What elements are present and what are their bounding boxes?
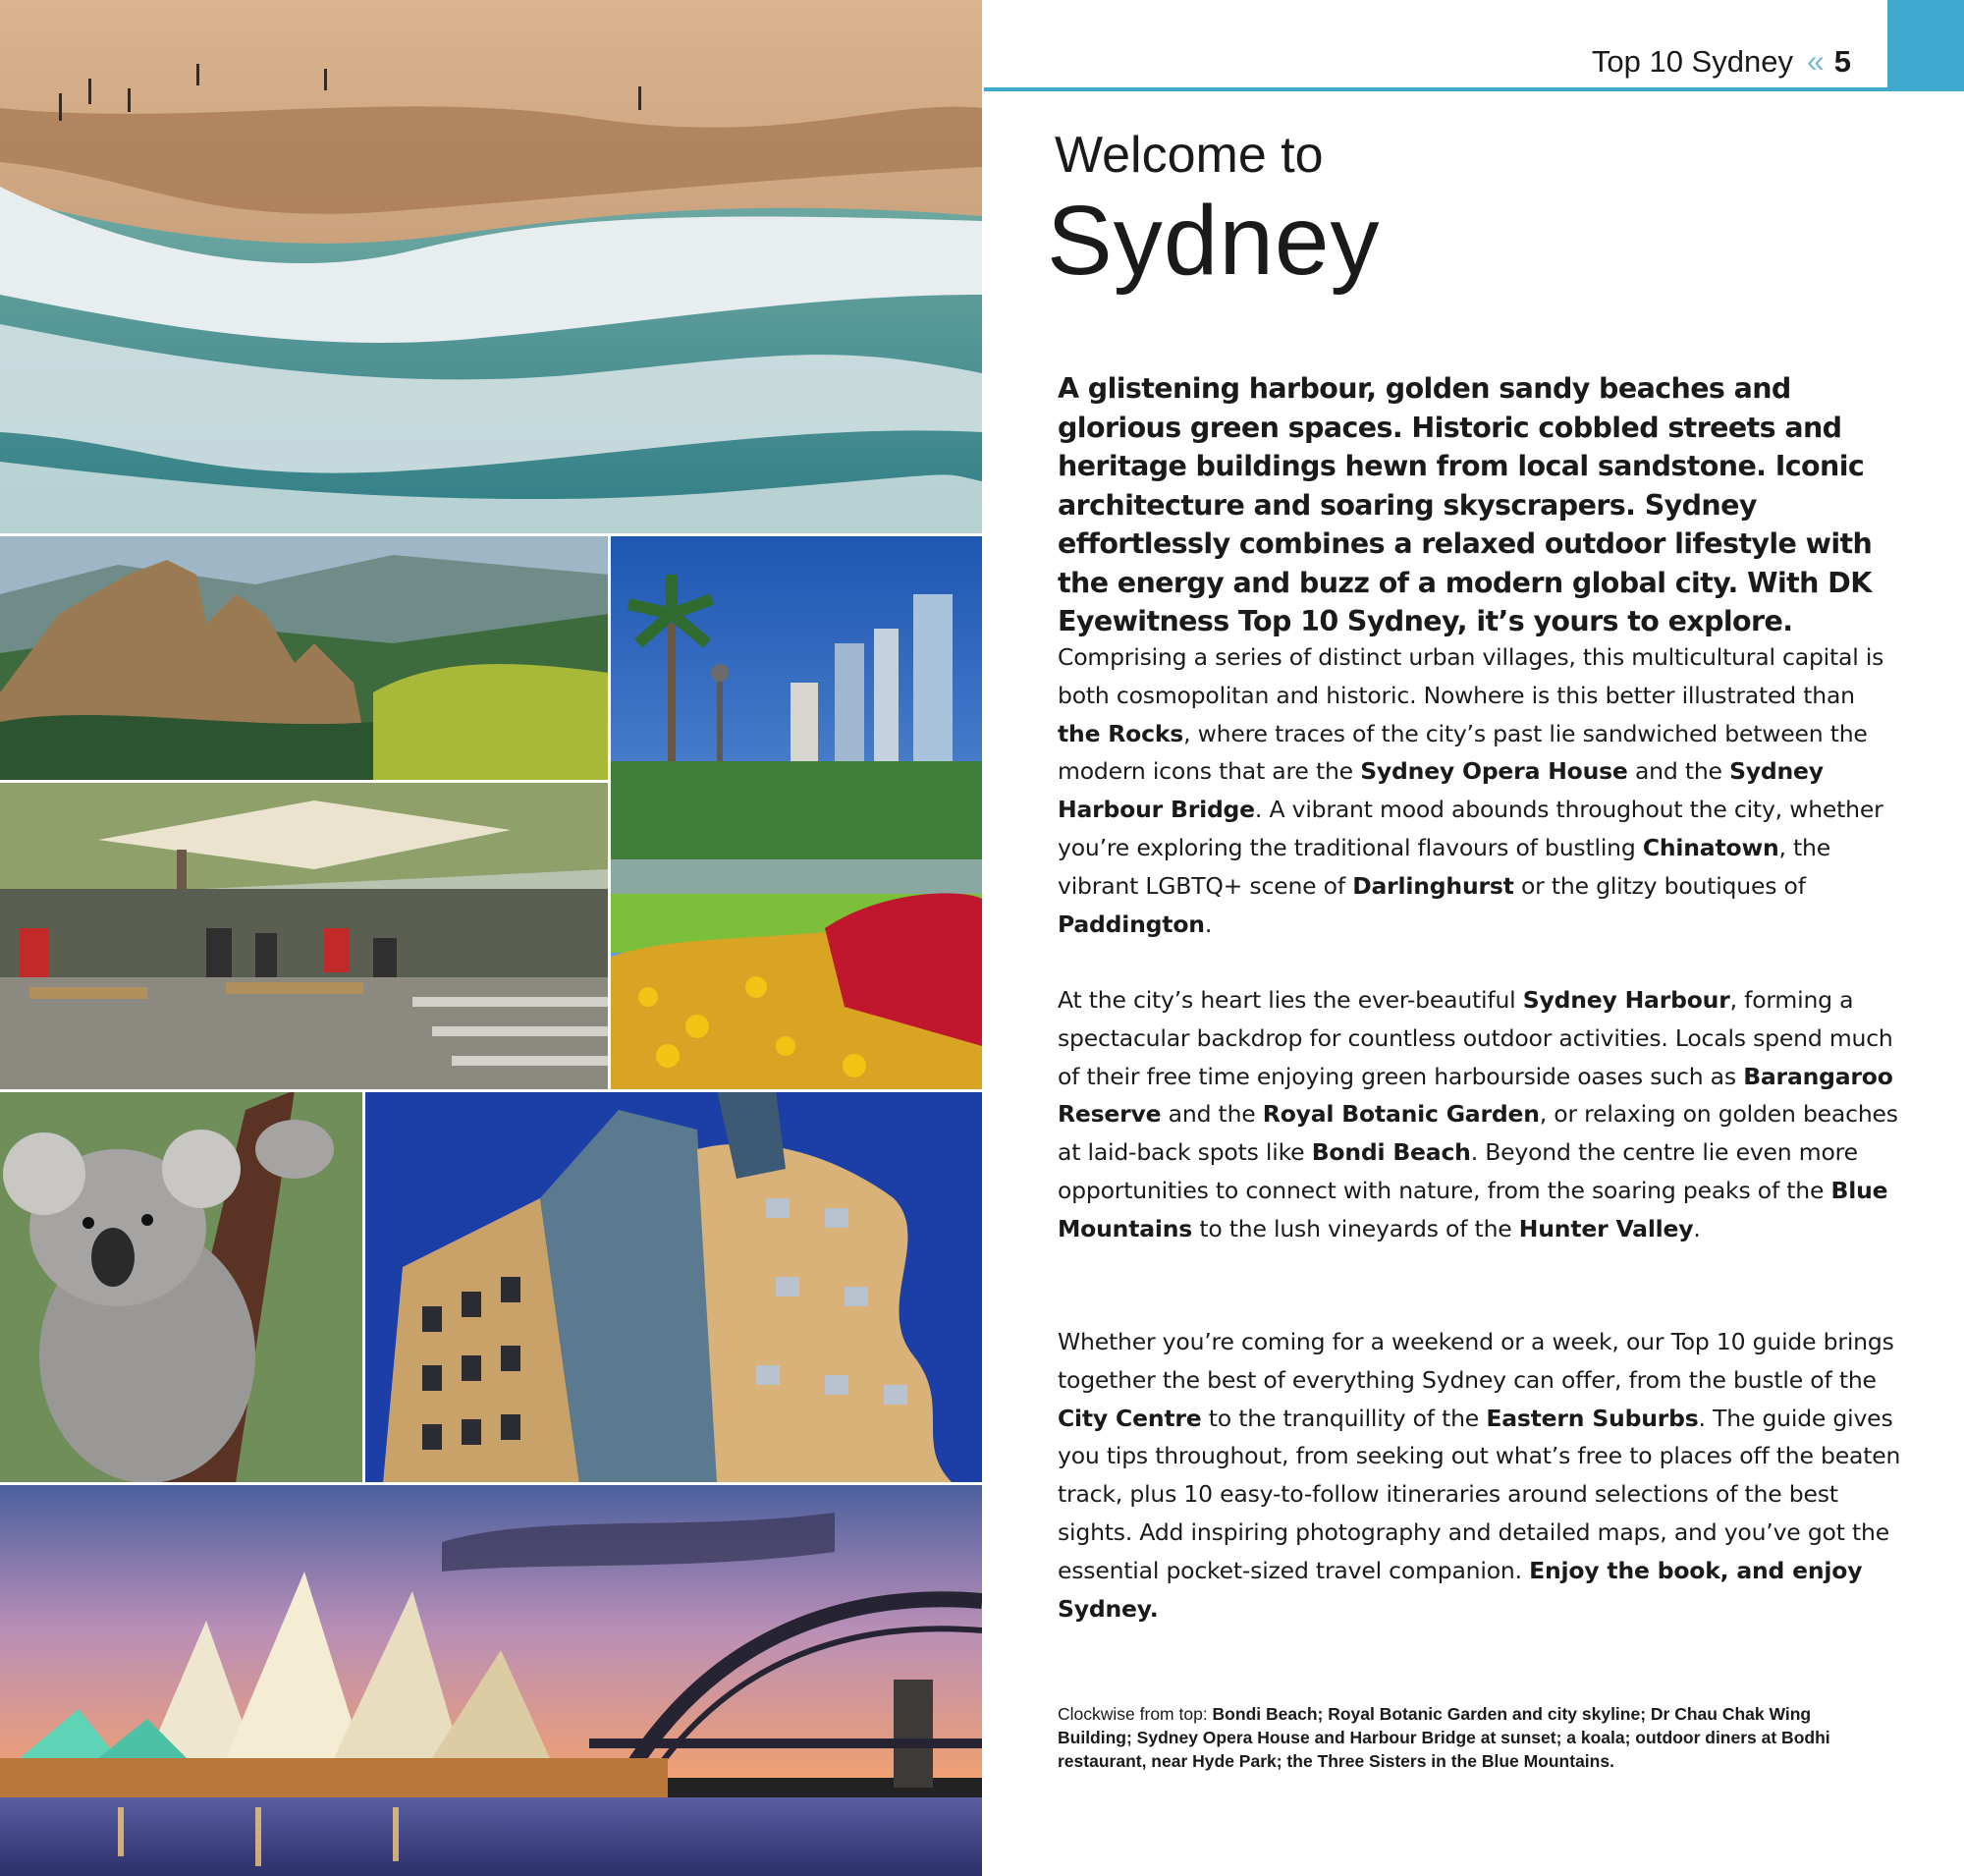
bondi-beach-photo xyxy=(0,0,982,535)
paragraph-text: . A vibrant mood abounds throughout the city, whether you’re exploring the traditional flavours of bustling xyxy=(1058,796,1883,861)
highlighted-place-name: Darlinghurst xyxy=(1352,871,1514,900)
caption-prefix: Clockwise from top: xyxy=(1058,1704,1213,1724)
paragraph-text: , or relaxing on golden beaches at laid-back spots like xyxy=(1058,1100,1898,1167)
paragraph-text: to the tranquillity of the xyxy=(1201,1404,1487,1432)
highlighted-place-name: Sydney Harbour xyxy=(1522,986,1730,1014)
paragraph-text: , where traces of the city’s past lie sandwiched between the modern icons that are the xyxy=(1058,719,1868,786)
body-paragraph-3 xyxy=(1058,1323,1902,1628)
body-paragraph-1 xyxy=(1058,638,1902,943)
running-head-title: Top 10 Sydney xyxy=(1591,43,1793,79)
paragraph-text: , forming a spectacular backdrop for countless outdoor activities. Locals spend much of their free time enjoying green harbourside oases such as xyxy=(1058,986,1893,1090)
highlighted-place-name: Chinatown xyxy=(1642,833,1779,861)
three-sisters-photo xyxy=(0,535,609,781)
chau-chak-wing-building-photo xyxy=(363,1090,982,1483)
paragraph-text: . The guide gives you tips throughout, from seeking out what’s free to places off the beaten track, plus 10 easy-to-follow itineraries around selections of the best sights. Add inspiring photography and detailed maps, and you’ve got the essential pocket-sized travel companion. xyxy=(1058,1404,1901,1584)
section-tab xyxy=(1887,0,1964,91)
lead-paragraph: A glistening harbour, golden sandy beaches and glorious green spaces. Historic cobbled streets and heritage buildings hewn from local sandstone. Iconic architecture and soaring skyscrapers. Sydney effortlessly combines a relaxed outdoor lifestyle with the energy and buzz of a modern global city. With DK Eyewitness Top 10 Sydney, it’s yours to explore. xyxy=(1058,372,1873,637)
paragraph-text: . xyxy=(1204,910,1213,938)
header-rule xyxy=(984,87,1887,91)
botanic-garden-photo xyxy=(609,535,982,1090)
paragraph-text: Comprising a series of distinct urban villages, this multicultural capital is both cosmopolitan and historic. Nowhere is this better illustrated than xyxy=(1058,643,1884,709)
page-title: Sydney xyxy=(1047,186,1381,296)
paragraph-text: At the city’s heart lies the ever-beautiful xyxy=(1058,986,1523,1014)
opera-house-bridge-photo xyxy=(0,1483,982,1876)
caption-text: Bondi Beach; Royal Botanic Garden and city skyline; Dr Chau Chak Wing Building; Sydney Opera House and Harbour Bridge at sunset; a koala; outdoor diners at Bodhi restaurant, near Hyde Park; the Three Sisters in the Blue Mountains. xyxy=(1058,1704,1830,1771)
highlighted-place-name: the Rocks xyxy=(1058,719,1184,747)
paragraph-text: . Beyond the centre lie even more opportunities to connect with nature, from the soaring peaks of the xyxy=(1058,1138,1858,1204)
highlighted-place-name: Bondi Beach xyxy=(1311,1138,1471,1167)
highlighted-place-name: Sydney Harbour Bridge xyxy=(1058,757,1824,824)
highlighted-place-name: Paddington xyxy=(1058,910,1205,938)
outdoor-diners-photo xyxy=(0,781,609,1090)
photo-caption xyxy=(1058,1702,1863,1773)
body-paragraph-2 xyxy=(1058,981,1902,1248)
paragraph-text: and the xyxy=(1627,757,1730,786)
highlighted-place-name: Enjoy the book, and enjoy Sydney. xyxy=(1058,1556,1863,1623)
highlighted-place-name: Sydney Opera House xyxy=(1360,757,1628,786)
chevron-left-icon: « xyxy=(1806,43,1821,79)
highlighted-place-name: Hunter Valley xyxy=(1518,1214,1694,1242)
highlighted-place-name: Royal Botanic Garden xyxy=(1262,1100,1540,1129)
paragraph-text: Whether you’re coming for a weekend or a week, our Top 10 guide brings together the best of everything Sydney can offer, from the bustle of the xyxy=(1058,1328,1894,1394)
running-head xyxy=(1592,43,1851,80)
highlighted-place-name: Blue Mountains xyxy=(1058,1176,1888,1242)
paragraph-text: or the glitzy boutiques of xyxy=(1513,871,1806,900)
paragraph-text: . xyxy=(1693,1214,1701,1242)
paragraph-text: to the lush vineyards of the xyxy=(1192,1214,1519,1242)
paragraph-text: and the xyxy=(1161,1100,1263,1129)
page-number: 5 xyxy=(1833,43,1851,79)
paragraph-text: , the vibrant LGBTQ+ scene of xyxy=(1058,833,1830,900)
highlighted-place-name: Eastern Suburbs xyxy=(1486,1404,1699,1432)
highlighted-place-name: City Centre xyxy=(1058,1404,1202,1432)
title-line-1: Welcome to xyxy=(1055,127,1324,184)
koala-photo xyxy=(0,1090,363,1483)
highlighted-place-name: Barangaroo Reserve xyxy=(1058,1062,1893,1129)
